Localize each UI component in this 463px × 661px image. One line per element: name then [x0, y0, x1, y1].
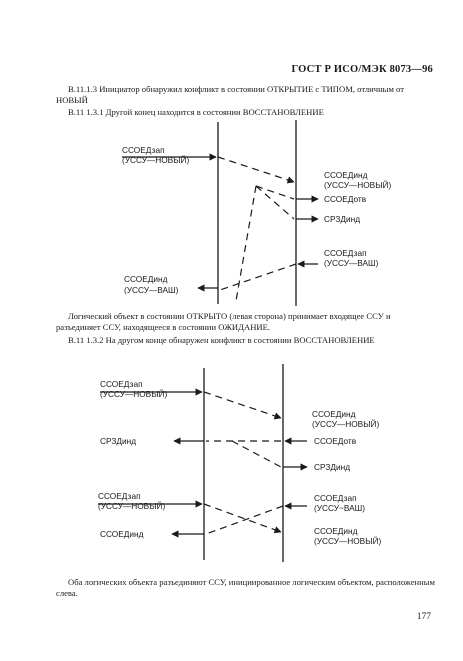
label-ssoedind-r1: ССОЕДинд: [312, 409, 356, 419]
dashed-cross-1: [204, 392, 281, 418]
label-ssoedind-l4: ССОЕДинд: [100, 529, 144, 539]
dashed-ssoedotv-from: [256, 186, 294, 199]
paragraph-b11-1-3-2: В.11 1.3.2 На другом конце обнаружен конфликт в состоянии ВОССТАНОВЛЕНИЕ: [68, 335, 375, 345]
dashed-ssoedzap-return: [220, 264, 296, 290]
paragraph-otkryto: Логический объект в состоянии ОТКРЫТО (левая сторона) принимает входящее ССУ и разъединяет ССУ, находящееся в состоянии ОЖИДАНИЕ.: [56, 311, 391, 332]
label-ssoedzap-right: ССОЕДзап: [324, 248, 367, 258]
label-ussu-noviy-r1: (УССУ—НОВЫЙ): [312, 419, 380, 429]
label-ussu-noviy-right: (УССУ—НОВЫЙ): [324, 180, 392, 190]
label-ussu-noviy-r5: (УССУ—НОВЫЙ): [314, 536, 382, 546]
label-ssoedind-r5: ССОЕДинд: [314, 526, 358, 536]
paragraph-b11-1-3-1: В.11 1.3.1 Другой конец находится в состоянии ВОССТАНОВЛЕНИЕ: [68, 107, 324, 117]
label-ssoedind-left: ССОЕДинд: [124, 274, 168, 284]
label-ssoedzap-left: ССОЕДзап: [122, 145, 165, 155]
label-ssoedzap-l3: ССОЕДзап: [98, 491, 141, 501]
label-ussu-noviy-l3: (УССУ—НОВЫЙ): [98, 501, 166, 511]
label-srzdind-right: СРЗДинд: [324, 214, 361, 224]
dashed-x-left-to-right: [204, 504, 281, 532]
paragraph-b11-1-3: В.11.1.3 Инициатор обнаружил конфликт в состоянии ОТКРЫТИЕ с ТИПОМ, отличным от НОВЫЙ: [56, 84, 404, 105]
label-ussu-noviy-left: (УССУ—НОВЫЙ): [122, 155, 190, 165]
label-ussu-vash-r4: (УССУ~ВАШ): [314, 503, 366, 513]
page-header: ГОСТ Р ИСО/МЭК 8073—96: [291, 64, 433, 75]
sequence-diagram-2: [0, 360, 463, 570]
label-ssoedzap-r4: ССОЕДзап: [314, 493, 357, 503]
page-number: 177: [416, 612, 431, 622]
label-srzdind-r: СРЗДинд: [314, 462, 351, 472]
label-ssoedotv: ССОЕДотв: [324, 194, 367, 204]
dashed-to-srzd: [232, 441, 281, 467]
label-ssoedotv-r: ССОЕДотв: [314, 436, 357, 446]
label-ussu-vash-left: (УССУ—ВАШ): [124, 285, 179, 295]
label-ussu-vash-right: (УССУ—ВАШ): [324, 258, 379, 268]
dashed-ssoedzap-cross: [218, 157, 294, 182]
label-ssoedind-right: ССОЕДинд: [324, 170, 368, 180]
label-srzdind-left: СРЗДинд: [100, 436, 137, 446]
sequence-diagram-1: [0, 118, 463, 308]
label-ussu-noviy-1: (УССУ—НОВЫЙ): [100, 389, 168, 399]
dashed-x-right-to-left: [206, 506, 283, 534]
dashed-srzd-from: [256, 186, 294, 219]
paragraph-final: Оба логических объекта разъединяют ССУ, инициированное логическим объектом, расположенным слева.: [56, 577, 435, 598]
label-ssoedzap-1: ССОЕДзап: [100, 379, 143, 389]
